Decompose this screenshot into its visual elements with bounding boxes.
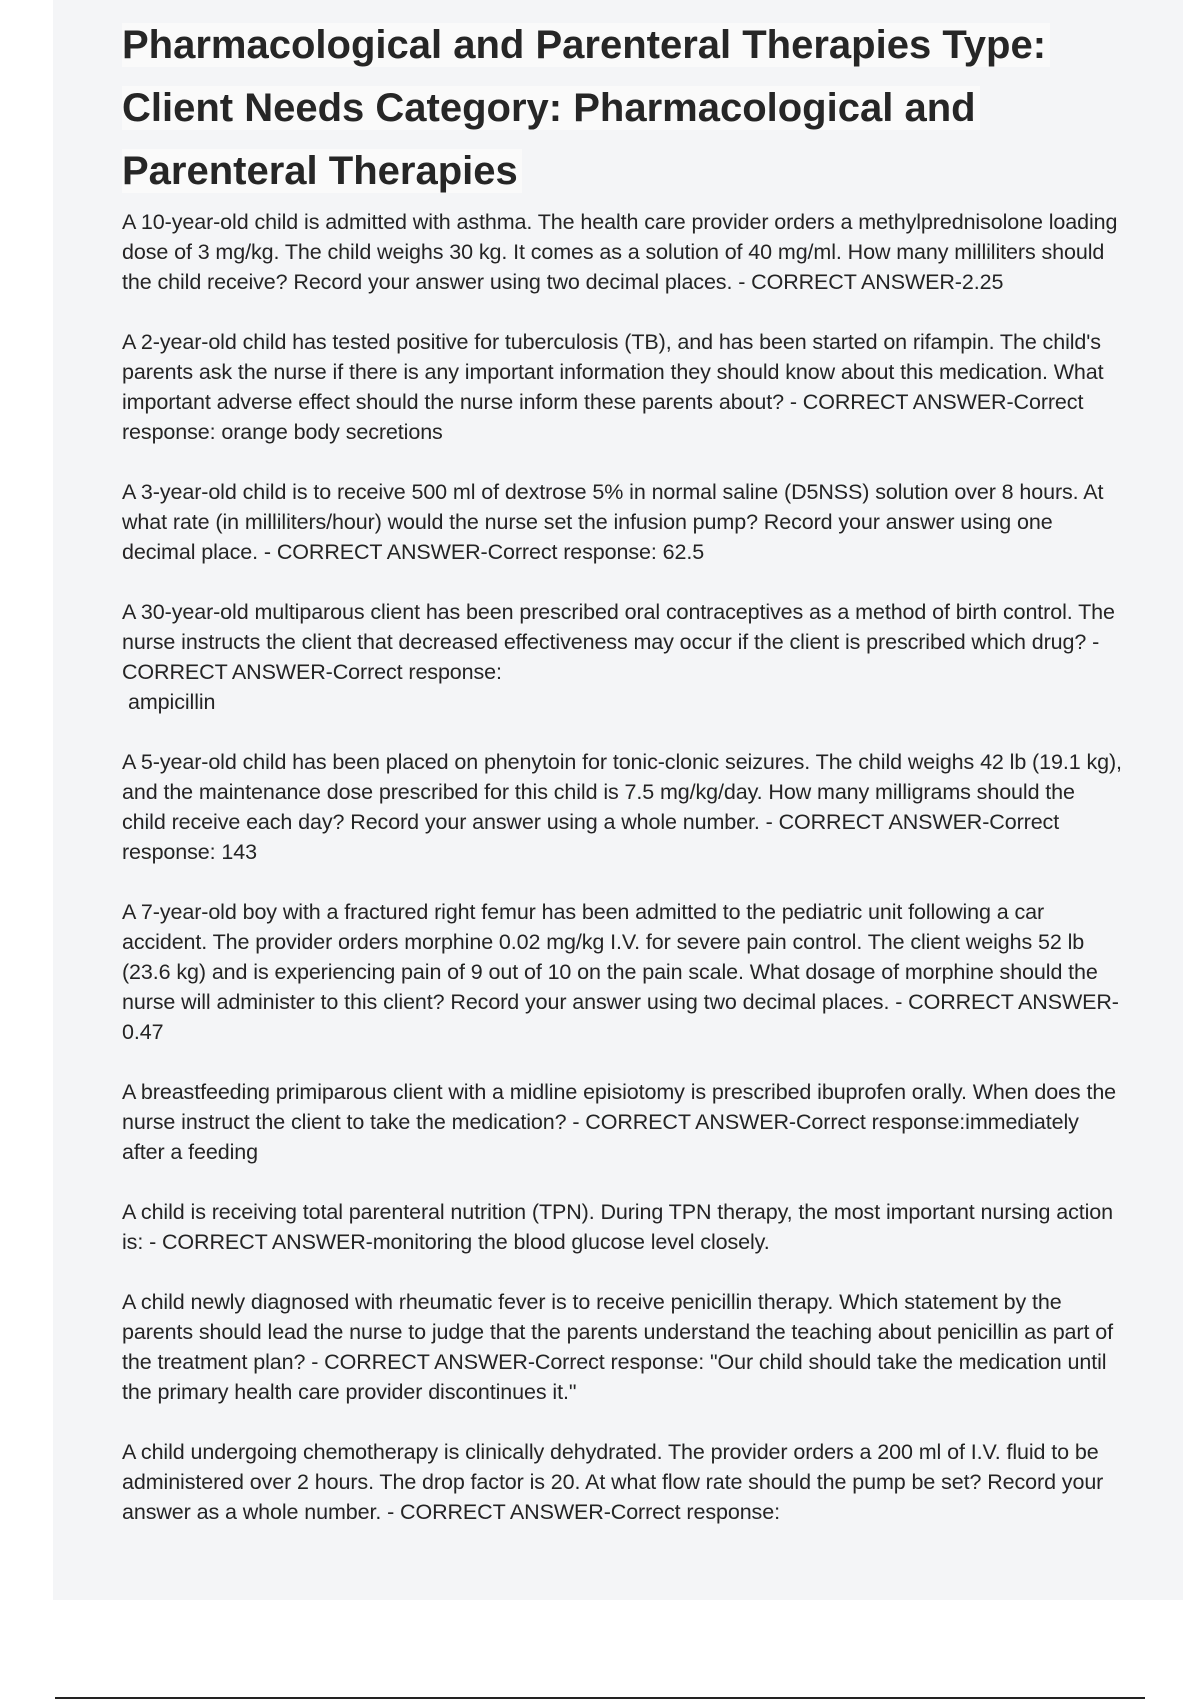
page-title-text: Pharmacological and Parenteral Therapies Type: Client Needs Category: Pharmacological and Parenteral Therapies: [122, 23, 1050, 193]
page-title: [122, 14, 1122, 203]
qa-text: A 7-year-old boy with a fractured right femur has been admitted to the pediatric unit following a car accident. The provider orders morphine 0.02 mg/kg I.V. for severe pain control. The client weighs 52 lb (23.6 kg) and is experiencing pain of 9 out of 10 on the pain scale. What dosage of morphine should the nurse will administer to this client? Record your answer using two decimal places. - CORRECT ANSWER-0.47: [122, 900, 1119, 1044]
document-body: [122, 14, 1122, 1557]
qa-text: A child newly diagnosed with rheumatic fever is to receive penicillin therapy. Which statement by the parents should lead the nurse to judge that the parents understand the teaching about penicillin as part of the treatment plan? - CORRECT ANSWER-Correct response: "Our child should take the medication until the primary health care provider discontinues it.": [122, 1290, 1113, 1404]
qa-item-10: [122, 1437, 1122, 1527]
qa-item-6: [122, 897, 1122, 1047]
qa-item-5: [122, 747, 1122, 867]
qa-item-3: [122, 477, 1122, 567]
qa-item-7: [122, 1077, 1122, 1167]
qa-text: A 5-year-old child has been placed on phenytoin for tonic-clonic seizures. The child weighs 42 lb (19.1 kg), and the maintenance dose prescribed for this child is 7.5 mg/kg/day. How many milligrams should the child receive each day? Record your answer using a whole number. - CORRECT ANSWER-Correct response: 143: [122, 750, 1122, 864]
qa-text: A 30-year-old multiparous client has been prescribed oral contraceptives as a method of birth control. The nurse instructs the client that decreased effectiveness may occur if the client is prescribed which drug? - CORRECT ANSWER-Correct response:: [122, 600, 1115, 684]
qa-text: A 3-year-old child is to receive 500 ml of dextrose 5% in normal saline (D5NSS) solution over 8 hours. At what rate (in milliliters/hour) would the nurse set the infusion pump? Record your answer using one decimal place. - CORRECT ANSWER-Correct response: 62.5: [122, 480, 1104, 564]
qa-item-1: [122, 207, 1122, 297]
footer-divider: [55, 1697, 1145, 1699]
qa-text: A 10-year-old child is admitted with asthma. The health care provider orders a methylprednisolone loading dose of 3 mg/kg. The child weighs 30 kg. It comes as a solution of 40 mg/ml. How many milliliters should the child receive? Record your answer using two decimal places. - CORRECT ANSWER-2.25: [122, 210, 1118, 294]
qa-text: A 2-year-old child has tested positive for tuberculosis (TB), and has been started on rifampin. The child's parents ask the nurse if there is any important information they should know about this medication. What important adverse effect should the nurse inform these parents about? - CORRECT ANSWER-Correct response: orange body secretions: [122, 330, 1104, 444]
qa-item-8: [122, 1197, 1122, 1257]
qa-text: A breastfeeding primiparous client with a midline episiotomy is prescribed ibuprofen orally. When does the nurse instruct the client to take the medication? - CORRECT ANSWER-Correct response:immediately after a feeding: [122, 1080, 1117, 1164]
qa-text: A child undergoing chemotherapy is clinically dehydrated. The provider orders a 200 ml of I.V. fluid to be administered over 2 hours. The drop factor is 20. At what flow rate should the pump be set? Record your answer as a whole number. - CORRECT ANSWER-Correct response:: [122, 1440, 1104, 1524]
qa-item-2: [122, 327, 1122, 447]
qa-answer-line: ampicillin: [128, 690, 216, 714]
qa-item-9: [122, 1287, 1122, 1407]
qa-item-4: [122, 597, 1122, 717]
qa-text: A child is receiving total parenteral nutrition (TPN). During TPN therapy, the most important nursing action is: - CORRECT ANSWER-monitoring the blood glucose level closely.: [122, 1200, 1113, 1254]
